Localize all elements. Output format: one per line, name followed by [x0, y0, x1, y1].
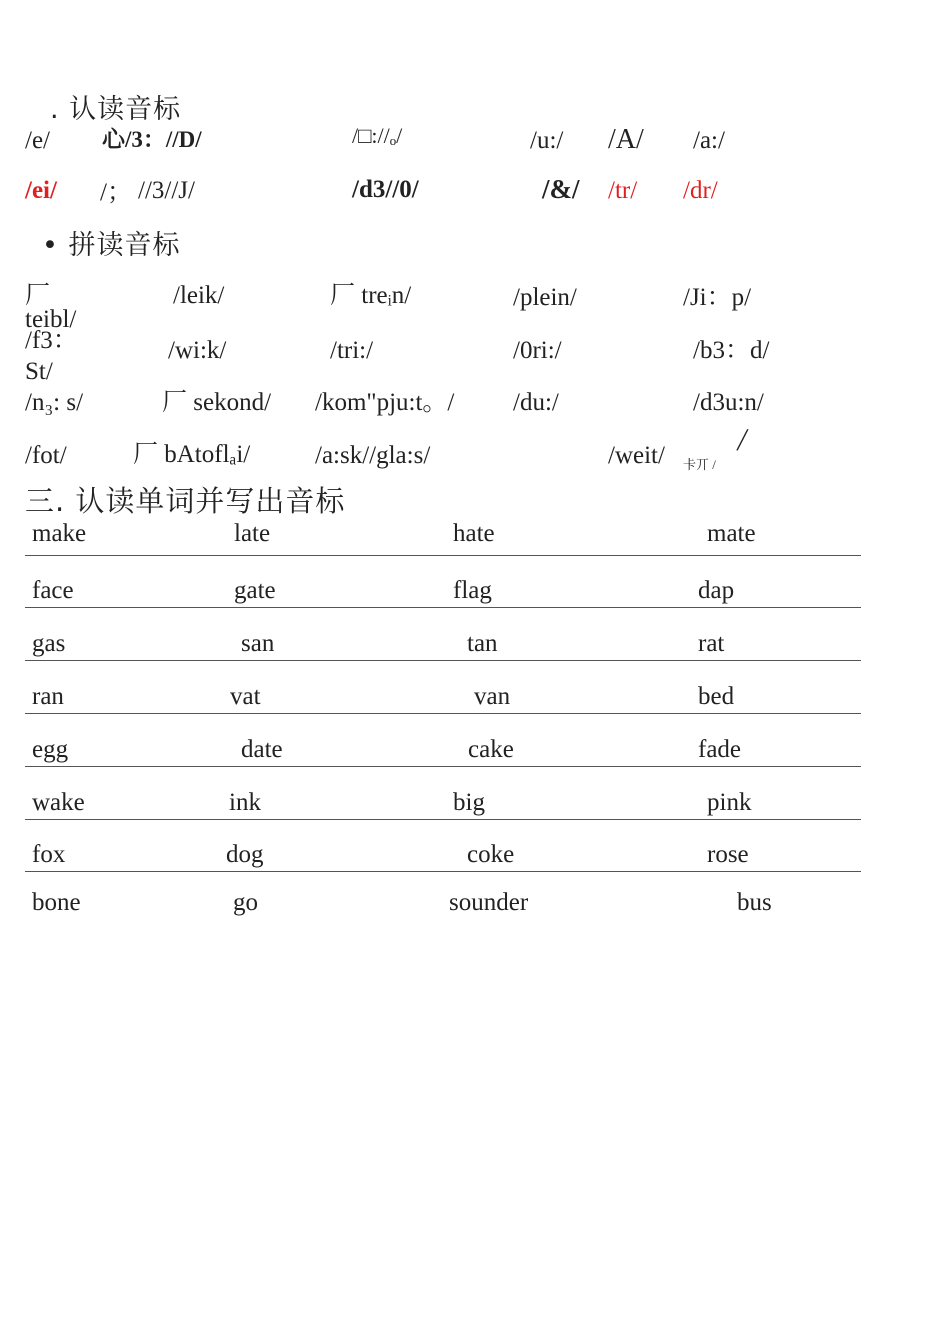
phonetic: /du:/	[513, 389, 559, 416]
phonetic: /0ri:/	[513, 337, 562, 364]
phonetic: /&/	[542, 174, 580, 204]
word-cell: fade	[698, 736, 742, 763]
phonetic: /fot/	[25, 442, 67, 469]
word-cell: go	[233, 889, 258, 916]
phonetic: /kom"pju:t。/	[315, 389, 455, 416]
word-cell: fox	[32, 841, 66, 868]
phonetic-clipped: St/	[25, 358, 53, 385]
word-cell: pink	[707, 789, 752, 816]
word-cell: cake	[468, 736, 514, 763]
word-cell: wake	[32, 789, 85, 816]
phonetic: /wi:k/	[168, 337, 227, 364]
word-cell: hate	[453, 520, 495, 547]
word-cell: rat	[698, 630, 725, 657]
phonetic: /dr/	[683, 177, 718, 204]
phonetic: /n₃: s/	[25, 389, 84, 416]
word-cell: tan	[467, 630, 498, 657]
word-cell: make	[32, 520, 87, 547]
phonetic-mark: ╱	[737, 430, 748, 450]
word-cell: sounder	[449, 889, 529, 916]
phonetic: 心/3：//D/	[102, 127, 202, 152]
phonetic: /weit/	[608, 442, 665, 469]
phonetic: /d3//0/	[352, 176, 419, 203]
phonetic: 厂 treᵢn/	[330, 282, 412, 309]
phonetic: /□://ₒ/	[352, 123, 403, 148]
row-divider	[25, 555, 861, 556]
word-cell: face	[32, 577, 74, 604]
word-cell: flag	[453, 577, 492, 604]
phonetic: /Ji：p/	[683, 284, 752, 311]
word-cell: gas	[32, 630, 66, 657]
phonetic: 厂 sekond/	[162, 389, 272, 416]
section2-heading: • 拼读音标	[42, 230, 181, 261]
word-cell: coke	[467, 841, 515, 868]
phonetic: /；	[100, 179, 132, 206]
phonetic: /a:/	[693, 127, 725, 154]
word-cell: ink	[229, 789, 261, 816]
row-divider	[25, 871, 861, 872]
word-cell: mate	[707, 520, 756, 547]
section3-heading: 三. 认读单词并写出音标	[25, 484, 346, 518]
phonetic: /e/	[25, 127, 50, 154]
row-divider	[25, 607, 861, 608]
phonetic-clipped: teibl/	[25, 306, 77, 333]
row-divider	[25, 713, 861, 714]
phonetic: /ei/	[25, 177, 57, 204]
word-cell: gate	[234, 577, 276, 604]
phonetic: /tri:/	[330, 337, 374, 364]
phonetic: 厂 bAtoflₐi/	[133, 441, 251, 468]
word-cell: dap	[698, 577, 735, 604]
phonetic: //3//J/	[138, 177, 195, 204]
row-divider	[25, 660, 861, 661]
phonetic: /a:sk//gla:s/	[315, 442, 431, 469]
phonetic: /b3：d/	[693, 337, 770, 364]
word-cell: bus	[737, 889, 772, 916]
word-cell: egg	[32, 736, 69, 763]
phonetic: /d3u:n/	[693, 389, 764, 416]
word-cell: van	[474, 683, 511, 710]
phonetic: /leik/	[173, 282, 225, 309]
word-cell: vat	[230, 683, 261, 710]
word-cell: big	[453, 789, 485, 816]
phonetic: /A/	[608, 124, 644, 155]
word-cell: late	[234, 520, 271, 547]
word-cell: bed	[698, 683, 735, 710]
phonetic: /plein/	[513, 284, 577, 311]
phonetic: 厂	[25, 282, 51, 309]
row-divider	[25, 819, 861, 820]
word-cell: bone	[32, 889, 81, 916]
word-cell: dog	[226, 841, 264, 868]
section1-heading: . 认读音标	[50, 94, 182, 125]
word-cell: ran	[32, 683, 64, 710]
phonetic: /u:/	[530, 127, 564, 154]
row-divider	[25, 766, 861, 767]
word-cell: rose	[707, 841, 749, 868]
phonetic: /f3：	[25, 327, 78, 354]
phonetic-small: 卡丌 /	[683, 457, 716, 472]
word-cell: date	[241, 736, 283, 763]
word-cell: san	[241, 630, 275, 657]
phonetic: /tr/	[608, 177, 638, 204]
